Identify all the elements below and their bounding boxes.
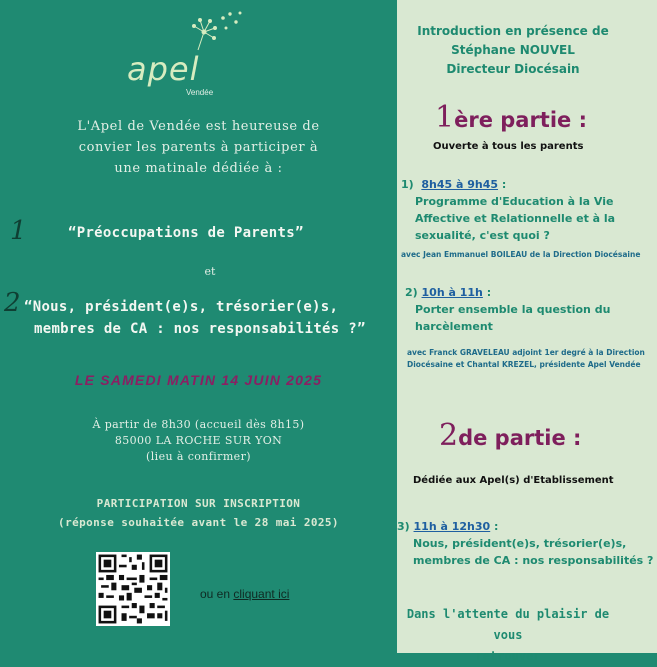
event-info <box>0 417 397 465</box>
register-link-text <box>200 587 289 601</box>
right-intro-line: Introduction en présence de <box>417 24 609 38</box>
inscription-title: PARTICIPATION SUR INSCRIPTION <box>96 497 301 510</box>
right-intro-line: Directeur Diocésain <box>446 62 580 76</box>
item-index: 2) <box>405 286 418 299</box>
part2-number: 2 <box>439 418 459 453</box>
info-line: À partir de 8h30 (accueil dès 8h15) <box>92 418 305 431</box>
right-panel <box>397 0 657 663</box>
part2-title: de partie : <box>458 426 582 450</box>
agenda-item-1 <box>401 176 657 244</box>
logo-subtitle: Vendée <box>186 88 214 97</box>
item-index: 3) <box>397 520 410 533</box>
agenda-item-3 <box>397 518 657 569</box>
item-line: Programme d'Education à la Vie <box>415 195 614 208</box>
part2-heading <box>439 418 581 453</box>
register-link[interactable]: cliquant ici <box>233 587 290 601</box>
item-line: Porter ensemble la question du <box>415 303 611 316</box>
item-line: harcèlement <box>415 320 493 333</box>
inscription-subtitle: (réponse souhaitée avant le 28 mai 2025) <box>58 516 339 529</box>
event-date: LE SAMEDI MATIN 14 JUIN 2025 <box>74 372 323 388</box>
note-line: Diocésaine et Chantal KREZEL, présidente Apel Vendée <box>407 360 641 369</box>
part1-number: 1 <box>435 100 455 135</box>
theme1-number: 1 <box>10 216 27 246</box>
theme2-line: membres de CA : nos responsabilités ?” <box>34 321 366 337</box>
item-line: Nous, président(e)s, trésorier(e)s, <box>413 537 627 550</box>
agenda-item-2 <box>405 284 655 335</box>
info-line: (lieu à confirmer) <box>146 450 251 463</box>
closing-line: Dans l'attente du plaisir de vous <box>406 607 610 642</box>
intro-text <box>0 116 397 179</box>
info-line: 85000 LA ROCHE SUR YON <box>114 434 283 447</box>
item-line: membres de CA : nos responsabilités ? <box>413 554 654 567</box>
closing-text <box>397 604 619 667</box>
item-colon: : <box>498 178 507 191</box>
part1-heading <box>435 100 587 135</box>
theme1-title: “Préoccupations de Parents” <box>68 225 304 241</box>
right-intro-line: Stéphane NOUVEL <box>451 43 575 57</box>
item2-note <box>407 347 655 371</box>
theme2-line: “Nous, président(e)s, trésorier(e)s, <box>24 299 339 315</box>
intro-line: une matinale dédiée à : <box>114 161 283 176</box>
right-intro <box>397 22 629 79</box>
part1-title: ère partie : <box>454 108 587 132</box>
link-prefix: ou en <box>200 587 234 601</box>
item-line: sexualité, c'est quoi ? <box>415 229 550 242</box>
qr-code[interactable] <box>96 552 170 626</box>
item-time: 10h à 11h <box>421 286 483 299</box>
item-time: 11h à 12h30 <box>413 520 491 533</box>
item-colon: : <box>490 520 499 533</box>
part1-subtitle: Ouverte à tous les parents <box>433 141 584 152</box>
item-line: Affective et Relationnelle et à la <box>415 212 616 225</box>
intro-line: convier les parents à participer à <box>78 140 319 155</box>
part2-subtitle: Dédiée aux Apel(s) d'Etablissement <box>413 475 614 486</box>
theme2-title <box>24 296 366 340</box>
apel-logo: apel <box>127 50 200 88</box>
item1-note: avec Jean Emmanuel BOILEAU de la Direction Diocésaine <box>401 250 641 259</box>
item-colon: : <box>482 286 492 299</box>
inscription-block <box>0 494 397 532</box>
theme2-number: 2 <box>4 288 21 318</box>
item-index: 1) <box>401 178 414 191</box>
item-time: 8h45 à 9h45 <box>421 178 499 191</box>
note-line: avec Franck GRAVELEAU adjoint 1er degré à la Direction <box>407 348 645 357</box>
et-text: et <box>204 265 216 278</box>
intro-line: L'Apel de Vendée est heureuse de <box>77 119 320 134</box>
closing-line: retrouver <box>475 649 541 663</box>
